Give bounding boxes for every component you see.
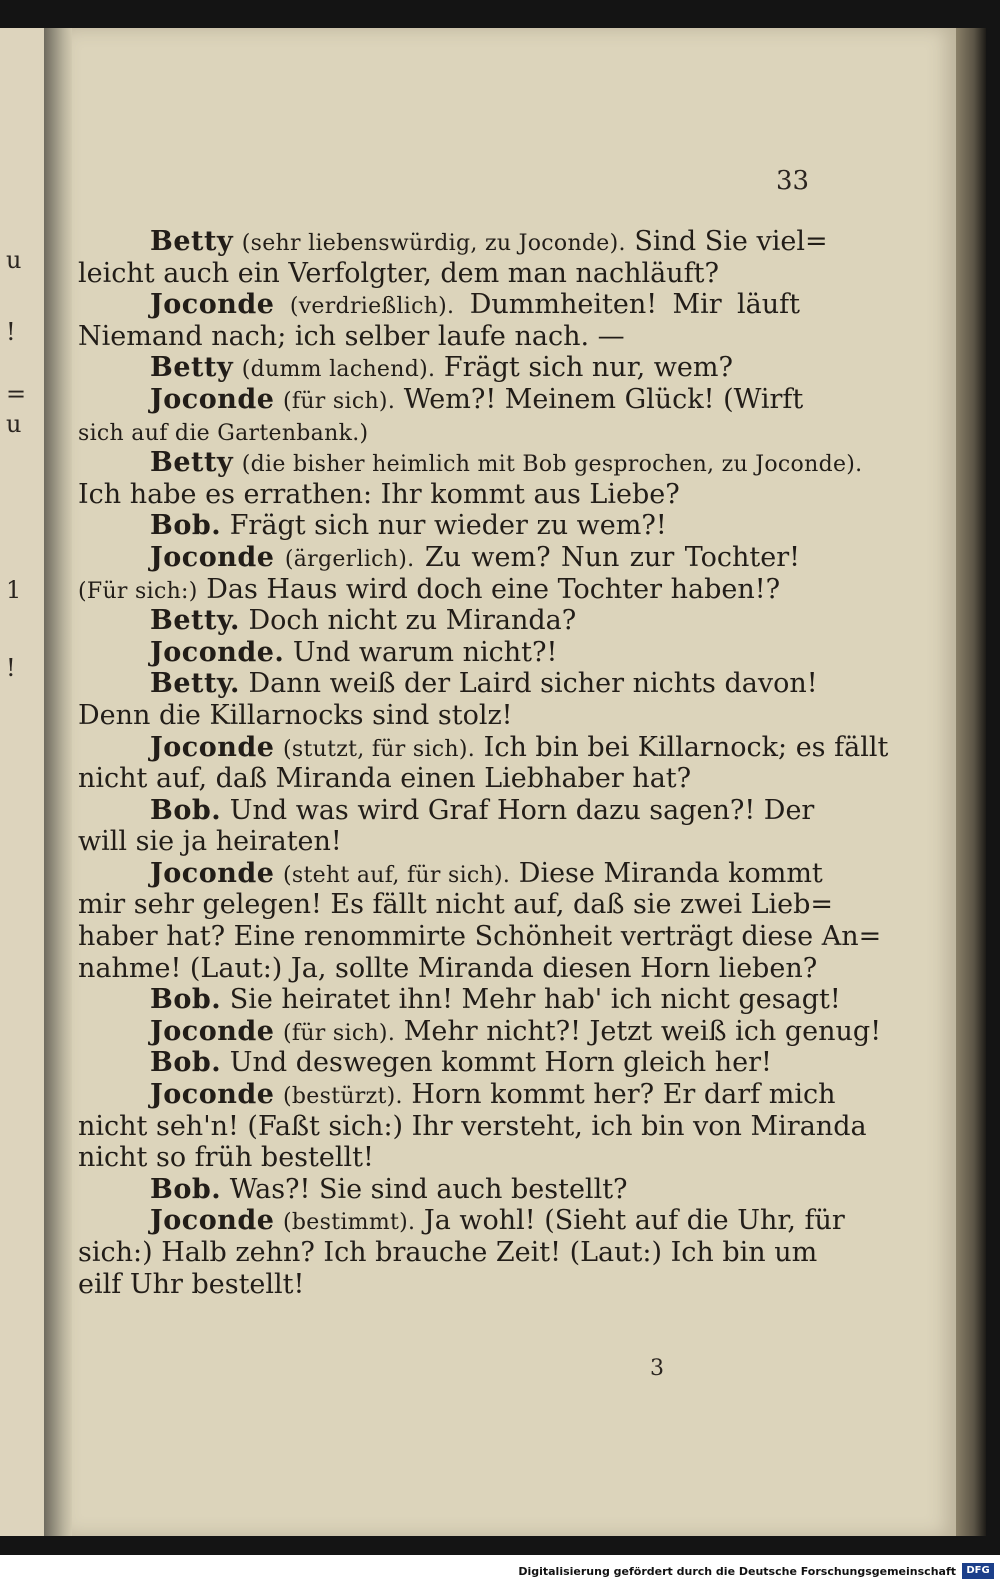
text-line xyxy=(78,700,800,732)
text-line xyxy=(78,226,828,258)
text-line xyxy=(78,794,815,827)
dialogue-text: Denn die Killarnocks sind stolz! xyxy=(78,699,513,731)
text-line xyxy=(78,479,800,511)
dialogue-text: Ja wohl! (Sieht auf die Uhr, für xyxy=(423,1205,845,1237)
page-edge-shadow xyxy=(956,28,986,1536)
dialogue-text: nahme! (Laut:) Ja, sollte Miranda diesen Horn lieben? xyxy=(78,952,818,984)
text-line xyxy=(78,1237,818,1269)
dialogue-text: eilf Uhr bestellt! xyxy=(78,1268,305,1300)
dialogue-text: Ich bin bei Killarnock; es fällt xyxy=(483,731,889,763)
text-line xyxy=(78,1015,882,1048)
dialogue-text: Was?! Sie sind auch bestellt? xyxy=(229,1173,628,1205)
page-number: 33 xyxy=(776,166,810,196)
text-line xyxy=(78,1110,867,1143)
stage-direction: (verdrießlich). xyxy=(289,294,455,320)
previous-page-fragment: u xyxy=(6,246,22,274)
stage-direction: (Für sich:) xyxy=(78,578,198,604)
stage-direction: (sehr liebenswürdig, zu Joconde). xyxy=(241,231,626,256)
text-line xyxy=(78,731,889,764)
text-line xyxy=(78,763,800,795)
text-line xyxy=(78,289,800,321)
text-line xyxy=(78,1269,800,1301)
dialogue-text: nicht seh'n! (Faßt sich:) Ihr versteht, ich bin von Miranda xyxy=(78,1110,867,1142)
stage-direction: (ärgerlich). xyxy=(284,546,415,572)
text-line xyxy=(78,1174,800,1206)
previous-page-fragment: 1 xyxy=(6,576,22,604)
stage-direction: (steht auf, für sich). xyxy=(283,862,511,888)
funding-credit: Digitalisierung gefördert durch die Deutsche Forschungsgemeinschaft xyxy=(518,1565,956,1578)
speaker-name: Betty xyxy=(150,447,234,479)
dialogue-text: Frägt sich nur, wem? xyxy=(443,352,733,384)
stage-direction: (für sich). xyxy=(283,1020,396,1046)
text-line xyxy=(78,1047,800,1079)
speaker-name: Joconde xyxy=(150,289,275,321)
footer xyxy=(0,1555,1000,1593)
text-line xyxy=(78,857,823,890)
speaker-name: Joconde xyxy=(150,541,275,573)
text-line xyxy=(78,258,800,290)
dialogue-text: Ich habe es errathen: Ihr kommt aus Liebe? xyxy=(78,478,680,510)
text-line xyxy=(78,921,882,953)
dialogue-text: nicht auf, daß Miranda einen Liebhaber hat? xyxy=(78,763,692,795)
dialogue-text: haber hat? Eine renommirte Schönheit verträgt diese An= xyxy=(78,921,882,953)
speaker-name: Betty xyxy=(150,352,234,384)
text-line xyxy=(78,668,818,700)
stage-direction: sich auf die Gartenbank.) xyxy=(78,420,369,446)
dialogue-text: will sie ja heiraten! xyxy=(78,826,342,858)
speaker-name: Joconde xyxy=(150,1205,275,1237)
text-line xyxy=(78,447,863,479)
play-text xyxy=(78,226,889,1300)
speaker-name: Joconde xyxy=(150,857,275,889)
text-line xyxy=(78,984,841,1016)
speaker-name: Betty xyxy=(150,226,234,257)
speaker-name: Betty. xyxy=(150,668,240,700)
speaker-name: Betty. xyxy=(150,605,240,637)
dialogue-text: Doch nicht zu Miranda? xyxy=(248,605,577,637)
dialogue-text: Frägt sich nur wieder zu wem?! xyxy=(229,510,667,542)
dialogue-text: Und warum nicht?! xyxy=(292,636,558,668)
text-line xyxy=(78,637,800,669)
previous-page-edge xyxy=(0,28,44,1536)
text-line xyxy=(78,542,800,574)
stage-direction: (die bisher heimlich mit Bob gesprochen, zu Joconde). xyxy=(241,452,863,478)
dialogue-text: Mehr nicht?! Jetzt weiß ich genug! xyxy=(403,1015,882,1047)
text-line xyxy=(78,574,800,606)
stage-direction: (bestürzt). xyxy=(283,1084,403,1110)
dialogue-text: Das Haus wird doch eine Tochter haben!? xyxy=(206,573,781,605)
text-line xyxy=(78,383,804,416)
dialogue-text: Niemand nach; ich selber laufe nach. — xyxy=(78,320,625,352)
speaker-name: Bob. xyxy=(150,794,222,826)
dialogue-text: nicht so früh bestellt! xyxy=(78,1142,374,1174)
text-line xyxy=(78,605,800,637)
text-line xyxy=(78,1205,845,1237)
dfg-logo: DFG xyxy=(962,1563,994,1579)
speaker-name: Joconde xyxy=(150,1079,275,1111)
previous-page-fragment: ! xyxy=(6,654,16,682)
dialogue-text: Horn kommt her? Er darf mich xyxy=(411,1079,836,1111)
text-line xyxy=(78,416,800,448)
dialogue-text: Zu wem? Nun zur Tochter! xyxy=(424,541,800,573)
stage-direction: (dumm lachend). xyxy=(241,357,436,383)
speaker-name: Joconde xyxy=(150,731,275,763)
stage-direction: (bestimmt). xyxy=(283,1210,416,1236)
text-line xyxy=(78,1142,800,1174)
text-line xyxy=(78,1079,836,1111)
speaker-name: Bob. xyxy=(150,984,222,1016)
text-line xyxy=(78,889,834,921)
dialogue-text: Dann weiß der Laird sicher nichts davon! xyxy=(248,668,818,700)
dialogue-text: Sind Sie viel= xyxy=(634,226,828,257)
previous-page-fragment: ! xyxy=(6,318,16,346)
dialogue-text: sich:) Halb zehn? Ich brauche Zeit! (Laut:) Ich bin um xyxy=(78,1237,818,1268)
speaker-name: Bob. xyxy=(150,1173,222,1205)
dialogue-text: Wem?! Meinem Glück! (Wirft xyxy=(403,383,804,415)
text-line xyxy=(78,510,800,542)
book-gutter xyxy=(44,28,72,1536)
speaker-name: Joconde xyxy=(150,1015,275,1047)
speaker-name: Joconde. xyxy=(150,636,285,668)
previous-page-fragment: u xyxy=(6,410,22,438)
previous-page-fragment: = xyxy=(6,380,27,408)
speaker-name: Bob. xyxy=(150,1047,222,1079)
stage-direction: (für sich). xyxy=(283,388,396,414)
stage-direction: (stutzt, für sich). xyxy=(283,736,476,762)
dialogue-text: Dummheiten! Mir läuft xyxy=(469,289,800,321)
dialogue-text: Diese Miranda kommt xyxy=(518,857,823,889)
dialogue-text: Und deswegen kommt Horn gleich her! xyxy=(229,1047,772,1079)
speaker-name: Joconde xyxy=(150,383,275,415)
text-line xyxy=(78,952,818,985)
text-line xyxy=(78,321,800,353)
dialogue-text: Sie heiratet ihn! Mehr hab' ich nicht gesagt! xyxy=(229,984,841,1016)
dialogue-text: mir sehr gelegen! Es fällt nicht auf, daß sie zwei Lieb= xyxy=(78,889,834,921)
text-line xyxy=(78,352,800,384)
text-line xyxy=(78,826,800,858)
dialogue-text: leicht auch ein Verfolgter, dem man nachläuft? xyxy=(78,257,719,289)
dialogue-text: Und was wird Graf Horn dazu sagen?! Der xyxy=(229,794,815,826)
signature-mark: 3 xyxy=(650,1356,664,1381)
speaker-name: Bob. xyxy=(150,510,222,542)
